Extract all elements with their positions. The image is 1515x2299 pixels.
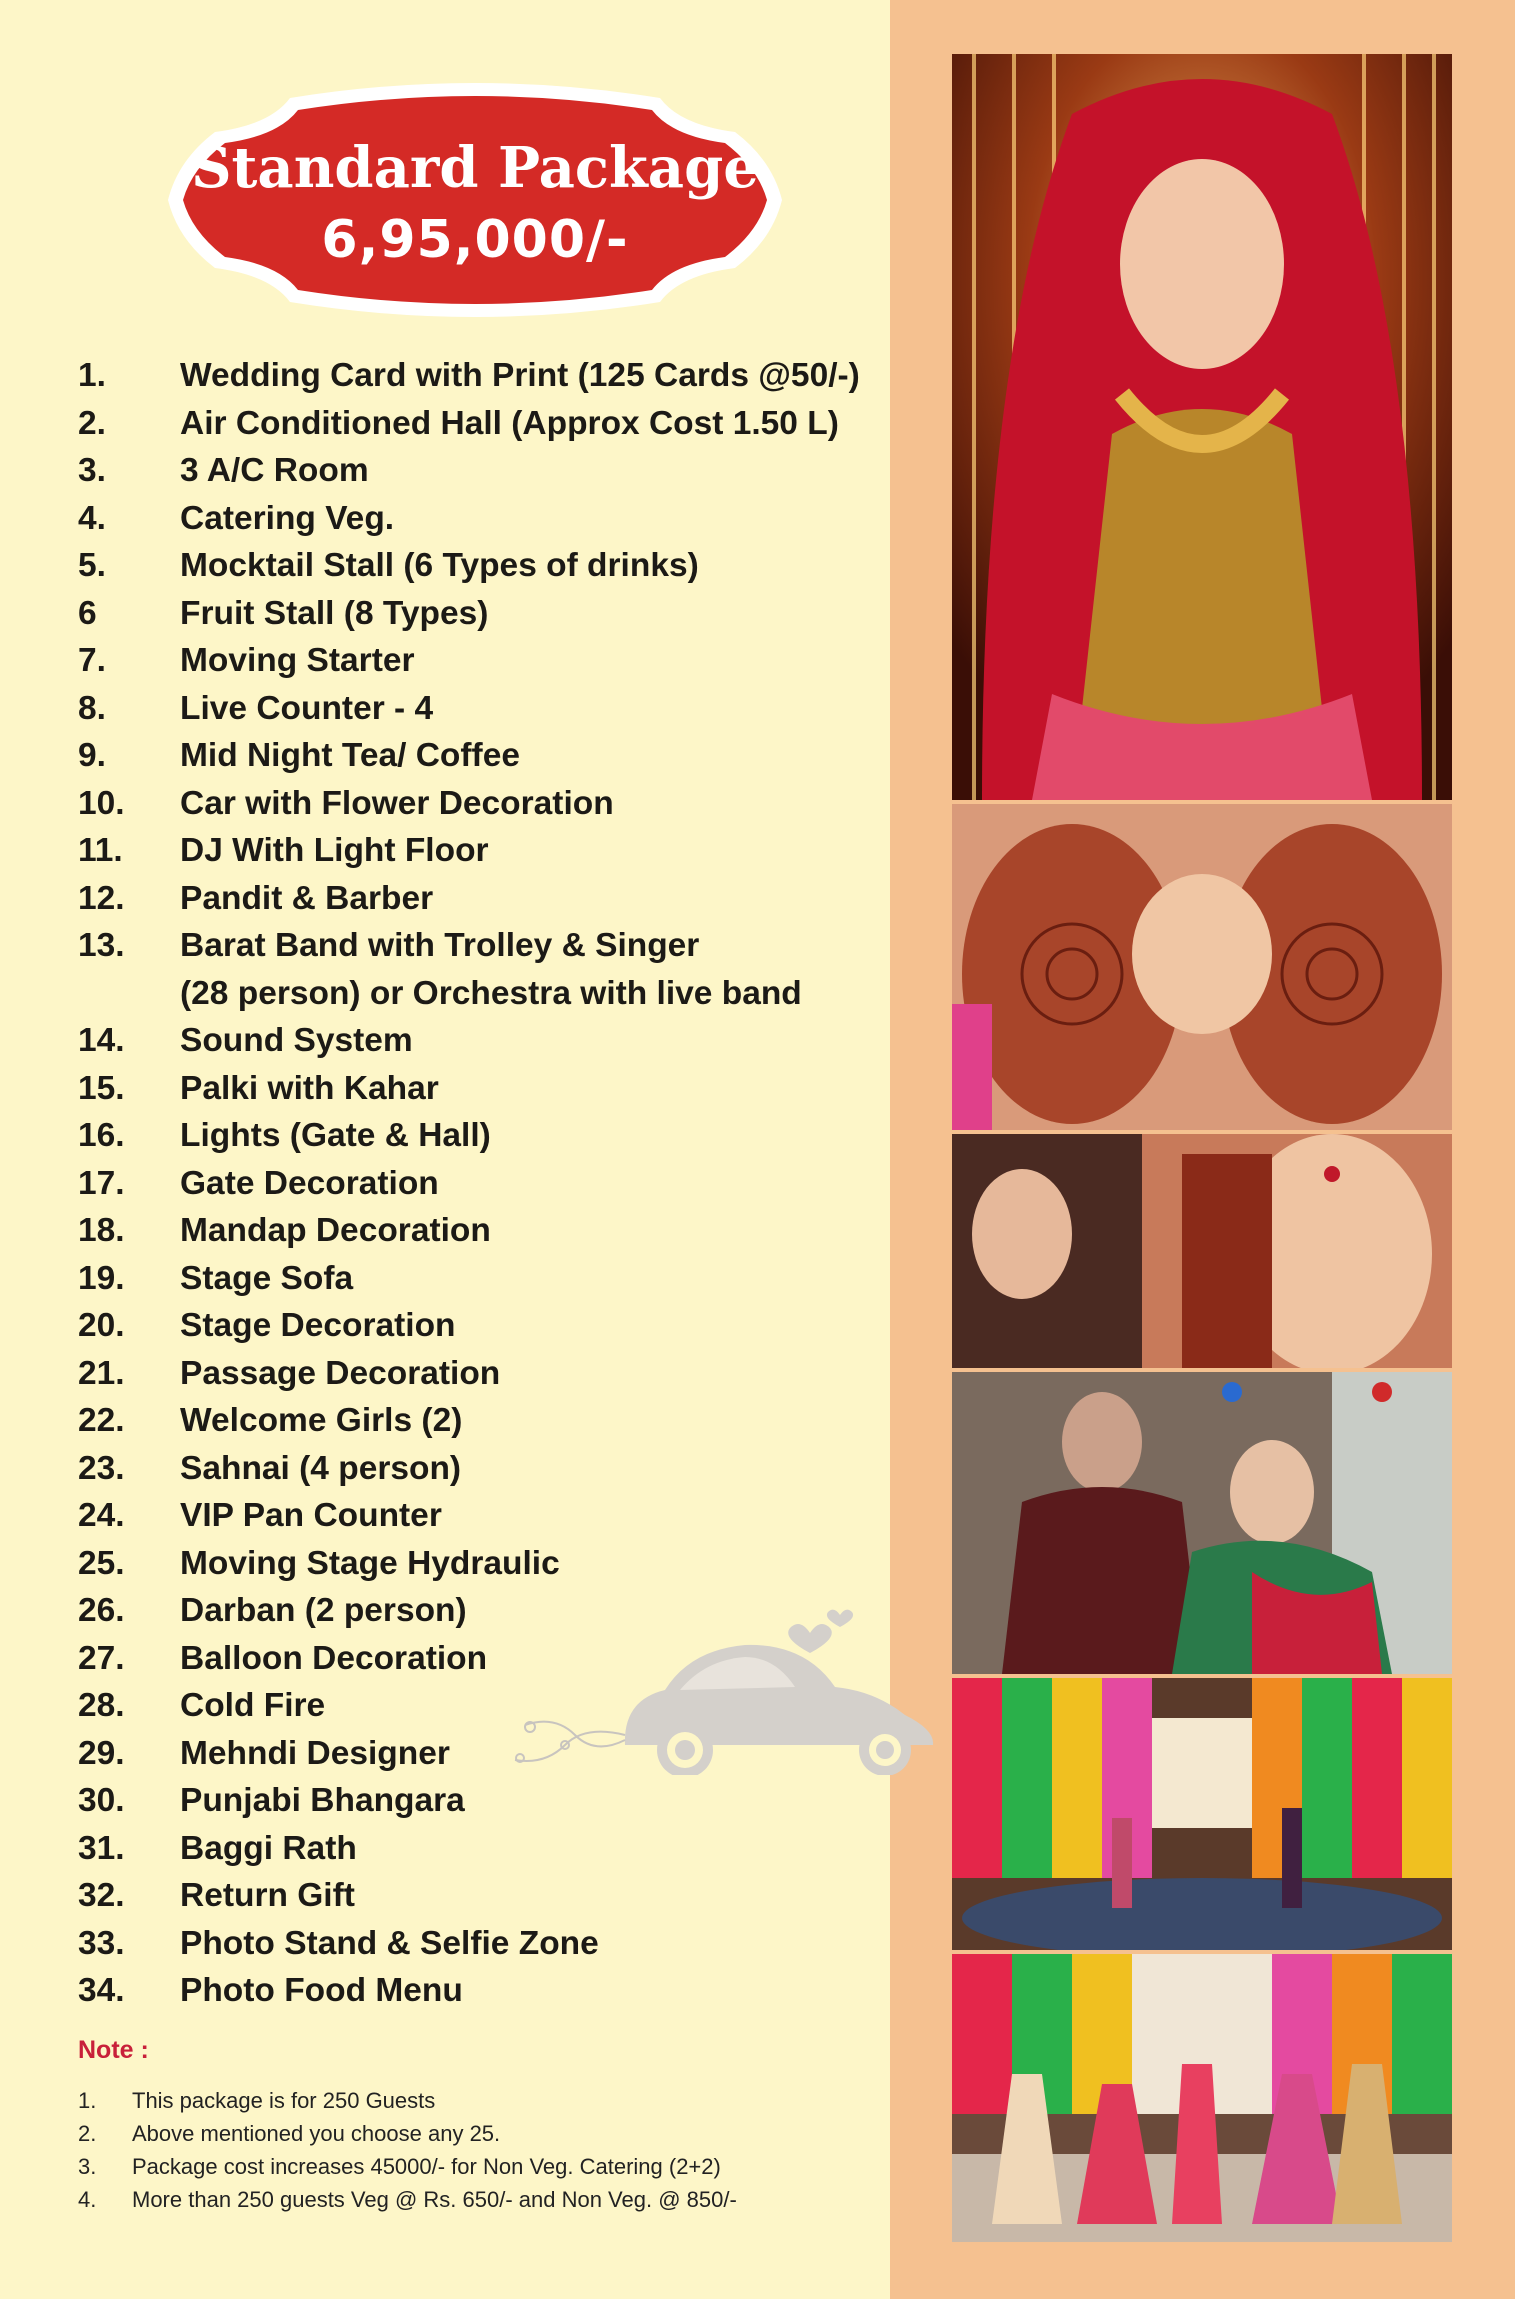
- package-item: [78, 1017, 888, 1065]
- note-item: [78, 2117, 737, 2150]
- item-label: Stage Decoration: [180, 1307, 456, 1344]
- item-label: Return Gift: [180, 1877, 355, 1914]
- item-number: 11.: [78, 832, 123, 869]
- note-text: This package is for 250 Guests: [132, 2088, 436, 2113]
- item-number: 1.: [78, 357, 106, 394]
- package-item: [78, 1065, 888, 1113]
- package-title: Standard Package: [191, 135, 759, 201]
- item-number: 14.: [78, 1022, 125, 1059]
- item-number: 34.: [78, 1972, 125, 2009]
- note-item: [78, 2084, 737, 2117]
- package-item: [78, 590, 888, 638]
- item-label: Stage Sofa: [180, 1259, 354, 1297]
- dance-performance-photo: [952, 1954, 1452, 2242]
- item-label: Car with Flower Decoration: [180, 784, 614, 822]
- item-label: Pandit & Barber: [180, 879, 434, 917]
- item-label: Live Counter - 4: [180, 689, 434, 727]
- item-number: 33.: [78, 1924, 125, 1962]
- package-item: [78, 1540, 888, 1588]
- wedding-car-icon: [505, 1595, 935, 1775]
- item-label: DJ With Light Floor: [180, 832, 489, 869]
- note-item: [78, 2183, 737, 2216]
- item-label: Cold Fire: [180, 1687, 326, 1724]
- item-number: 31.: [78, 1829, 125, 1867]
- item-label: Mandap Decoration: [180, 1212, 491, 1249]
- item-number: 5.: [78, 547, 106, 584]
- item-label: Passage Decoration: [180, 1354, 501, 1392]
- item-label: Catering Veg.: [180, 499, 395, 537]
- item-label: Barat Band with Trolley & Singer (28 person) or Orchestra with live band: [180, 927, 802, 1012]
- package-item: [78, 495, 888, 543]
- item-label: Air Conditioned Hall (Approx Cost 1.50 L): [180, 404, 839, 442]
- item-label: 3 A/C Room: [180, 452, 369, 489]
- item-number: 4.: [78, 499, 106, 537]
- package-item: [78, 1492, 888, 1540]
- package-item: [78, 637, 888, 685]
- package-item: [78, 1920, 888, 1968]
- item-label: Gate Decoration: [180, 1164, 439, 1202]
- item-label: Mid Night Tea/ Coffee: [180, 737, 520, 774]
- item-label: Moving Stage Hydraulic: [180, 1544, 560, 1582]
- note-text: Package cost increases 45000/- for Non Veg. Catering (2+2): [132, 2154, 721, 2179]
- notes-list: [78, 2084, 737, 2216]
- item-number: 17.: [78, 1164, 125, 1202]
- item-number: 12.: [78, 879, 125, 917]
- note-number: 4.: [78, 2187, 97, 2212]
- item-label: Sound System: [180, 1022, 413, 1059]
- item-number: 19.: [78, 1259, 125, 1297]
- package-item: [78, 1825, 888, 1873]
- note-item: [78, 2150, 737, 2183]
- package-badge: [160, 80, 790, 320]
- item-number: 7.: [78, 642, 106, 679]
- item-number: 30.: [78, 1782, 125, 1819]
- makeup-mehndi-photo: [952, 1134, 1452, 1368]
- item-number: 15.: [78, 1069, 125, 1107]
- item-number: 6: [78, 594, 97, 632]
- item-label: Moving Starter: [180, 642, 415, 679]
- item-label: Mehndi Designer: [180, 1734, 450, 1772]
- package-item: [78, 875, 888, 923]
- item-number: 23.: [78, 1449, 125, 1487]
- note-heading: Note :: [78, 2036, 149, 2064]
- item-label: VIP Pan Counter: [180, 1497, 442, 1534]
- bridal-makeup-photo: [952, 1372, 1452, 1674]
- package-item: [78, 1112, 888, 1160]
- note-number: 3.: [78, 2154, 97, 2179]
- item-label: Wedding Card with Print (125 Cards @50/-): [180, 357, 860, 394]
- item-number: 2.: [78, 404, 106, 442]
- package-item: [78, 732, 888, 780]
- package-item: [78, 685, 888, 733]
- sangeet-stage-photo: [952, 1678, 1452, 1950]
- item-number: 20.: [78, 1307, 125, 1344]
- item-number: 32.: [78, 1877, 125, 1914]
- package-item: [78, 1777, 888, 1825]
- package-item: [78, 1872, 888, 1920]
- package-item: [78, 827, 888, 875]
- item-label: Baggi Rath: [180, 1829, 357, 1867]
- package-item: [78, 922, 888, 1017]
- item-label: Palki with Kahar: [180, 1069, 439, 1107]
- item-number: 22.: [78, 1402, 125, 1439]
- item-number: 28.: [78, 1687, 125, 1724]
- package-item: [78, 542, 888, 590]
- item-label: Photo Stand & Selfie Zone: [180, 1924, 599, 1962]
- item-number: 13.: [78, 927, 125, 964]
- package-item: [78, 1255, 888, 1303]
- mehndi-hands-photo: [952, 804, 1452, 1130]
- item-number: 9.: [78, 737, 106, 774]
- package-item: [78, 1350, 888, 1398]
- item-label: Lights (Gate & Hall): [180, 1117, 491, 1154]
- note-number: 2.: [78, 2121, 97, 2146]
- note-text: More than 250 guests Veg @ Rs. 650/- and Non Veg. @ 850/-: [132, 2187, 737, 2212]
- package-item: [78, 1160, 888, 1208]
- note-number: 1.: [78, 2088, 97, 2113]
- item-label: Photo Food Menu: [180, 1972, 463, 2009]
- item-label: Sahnai (4 person): [180, 1449, 462, 1487]
- item-number: 27.: [78, 1639, 125, 1677]
- item-label: Fruit Stall (8 Types): [180, 594, 489, 632]
- package-item: [78, 447, 888, 495]
- package-price: 6,95,000/-: [321, 210, 629, 270]
- package-item: [78, 400, 888, 448]
- bride-photo: [952, 54, 1452, 800]
- package-item: [78, 1207, 888, 1255]
- note-text: Above mentioned you choose any 25.: [132, 2121, 501, 2146]
- item-label: Welcome Girls (2): [180, 1402, 463, 1439]
- item-number: 18.: [78, 1212, 125, 1249]
- item-label: Mocktail Stall (6 Types of drinks): [180, 547, 699, 584]
- item-number: 24.: [78, 1497, 125, 1534]
- item-number: 21.: [78, 1354, 125, 1392]
- package-item: [78, 1445, 888, 1493]
- item-number: 3.: [78, 452, 106, 489]
- package-item: [78, 1397, 888, 1445]
- item-number: 26.: [78, 1592, 125, 1629]
- item-number: 10.: [78, 784, 125, 822]
- package-item: [78, 780, 888, 828]
- item-label: Balloon Decoration: [180, 1639, 488, 1677]
- package-item: [78, 1967, 888, 2015]
- package-item: [78, 352, 888, 400]
- item-label: Punjabi Bhangara: [180, 1782, 465, 1819]
- item-number: 8.: [78, 689, 106, 727]
- item-label: Darban (2 person): [180, 1592, 467, 1629]
- item-number: 29.: [78, 1734, 125, 1772]
- item-number: 16.: [78, 1117, 125, 1154]
- item-number: 25.: [78, 1544, 125, 1582]
- package-item: [78, 1302, 888, 1350]
